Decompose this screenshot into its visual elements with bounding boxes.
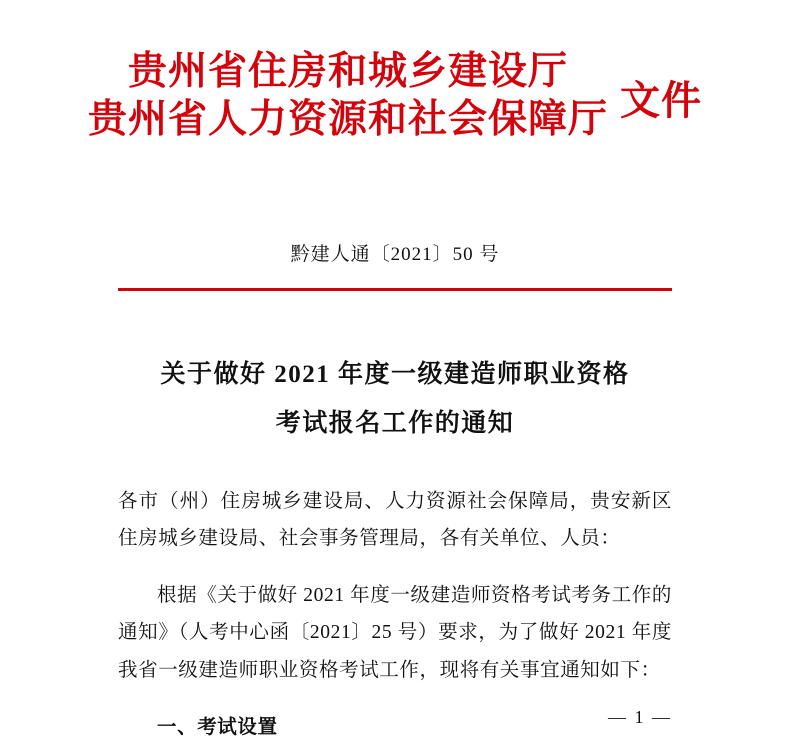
document-body	[118, 483, 672, 747]
page-number: — 1 —	[608, 707, 672, 727]
document-title-line-2: 考试报名工作的通知	[275, 409, 515, 437]
red-divider-rule	[118, 288, 672, 291]
masthead-line-1: 贵州省住房和城乡建设厅	[128, 50, 569, 93]
document-number: 黔建人通〔2021〕50 号	[290, 244, 500, 266]
paragraph-basis: 根据《关于做好 2021 年度一级建造师资格考试考务工作的通知》（人考中心函〔2021〕25 号）要求，为了做好 2021 年度我省一级建造师职业资格考试工作，现将有关事宜通知如下：	[118, 585, 672, 681]
masthead-line-2: 贵州省人力资源和社会保障厅	[88, 97, 609, 141]
document-masthead	[88, 0, 703, 143]
masthead-agency-lines	[88, 48, 608, 143]
document-title	[118, 351, 672, 449]
document-number-row	[118, 239, 672, 266]
document-title-line-1: 关于做好 2021 年度一级建造师职业资格	[160, 361, 630, 389]
masthead-document-word: 文件	[620, 78, 703, 124]
paragraph-recipients: 各市（州）住房城乡建设局、人力资源社会保障局，贵安新区住房城乡建设局、社会事务管理局，各有关单位、人员：	[118, 490, 672, 550]
section-heading-exam-setup: 一、考试设置	[157, 716, 278, 738]
